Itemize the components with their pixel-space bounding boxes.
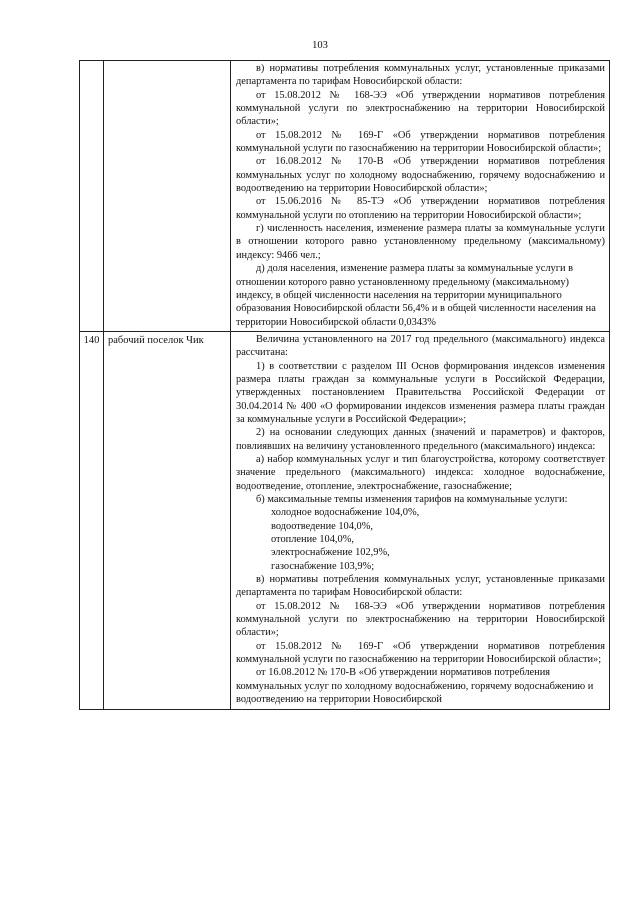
paragraph: от 15.08.2012 № 168-ЭЭ «Об утверждении нормативов потребления коммунальной услуги по электроснабжению на территории Новосибирской области»; [236,600,605,639]
list-item: водоотведение 104,0%, [271,520,373,532]
row-number-cell: 140 [80,331,104,709]
paragraph: 2) на основании следующих данных (значений и параметров) и факторов, повлиявших на величину установленного предельного (максимального) индекса: [236,427,605,452]
paragraph: б) максимальные темпы изменения тарифов на коммунальные услуги: [256,494,568,505]
list-item: отопление 104,0%, [271,534,354,546]
list-item: газоснабжение 103,9%; [271,560,375,572]
paragraph: от 15.08.2012 № 169-Г «Об утверждении нормативов потребления коммунальной услуги по газоснабжению на территории Новосибирской области»; [236,129,605,155]
regulation-table [79,60,610,710]
paragraph: в) нормативы потребления коммунальных услуг, установленные приказами департамента по тарифам Новосибирской области: [236,574,605,599]
settlement-name-cell [104,61,231,332]
paragraph: 1) в соответствии с разделом III Основ формирования индексов изменения размера платы граждан за коммунальные услуги в Российской Федерации, утвержденных постановлением Правительства Российской Федерации от 30.04.2014 № 400 «О формировании индексов изменения размера платы граждан за коммунальные услуги в Российской Федерации»; [236,360,605,425]
paragraph: от 15.06.2016 № 85-ТЭ «Об утверждении нормативов потребления коммунальной услуги по отоплению на территории Новосибирской области»; [236,196,605,221]
row-number-cell [80,61,104,332]
paragraph: а) набор коммунальных услуг и тип благоустройства, которому соответствует значение предельного (максимального) индекса: холодное водоснабжение, водоотведение, отопление, электроснабжение, газоснабжение; [236,453,605,492]
list-item: холодное водоснабжение 104,0%, [271,507,420,519]
paragraph: д) доля населения, изменение размера платы за коммунальные услуги в отношении которого равно установленному предельному (максимальному) индексу, в общей численности населения на территории муниципального образования Новосибирской области 56,4% и в общей численности населения на территории Новосибирской области 0,0343% [236,263,596,328]
table-row [80,61,610,332]
description-cell [231,61,610,332]
paragraph: в) нормативы потребления коммунальных услуг, установленные приказами департамента по тарифам Новосибирской области: [236,63,605,88]
page-number: 103 [312,40,328,51]
table-row [80,331,610,709]
paragraph: от 16.08.2012 № 170-В «Об утверждении нормативов потребления коммунальных услуг по холодному водоснабжению, горячему водоснабжению и водоотведению на территории Новосибирской [236,667,594,706]
paragraph: г) численность населения, изменение размера платы за коммунальные услуги в отношении которого равно установленному предельному (максимальному) индексу: 9466 чел.; [236,223,605,261]
description-cell [231,331,610,709]
paragraph: от 15.08.2012 № 169-Г «Об утверждении нормативов потребления коммунальной услуги по газоснабжению на территории Новосибирской области»; [236,640,605,666]
list-item: электроснабжение 102,9%, [271,547,390,559]
settlement-name-cell: рабочий поселок Чик [104,331,231,709]
paragraph: Величина установленного на 2017 год предельного (максимального) индекса рассчитана: [236,333,605,359]
paragraph: от 16.08.2012 № 170-В «Об утверждении нормативов потребления коммунальных услуг по холодному водоснабжению, горячему водоснабжению и водоотведению на территории Новосибирской области»; [236,156,605,195]
paragraph: от 15.08.2012 № 168-ЭЭ «Об утверждении нормативов потребления коммунальной услуги по электроснабжению на территории Новосибирской области»; [236,89,605,128]
